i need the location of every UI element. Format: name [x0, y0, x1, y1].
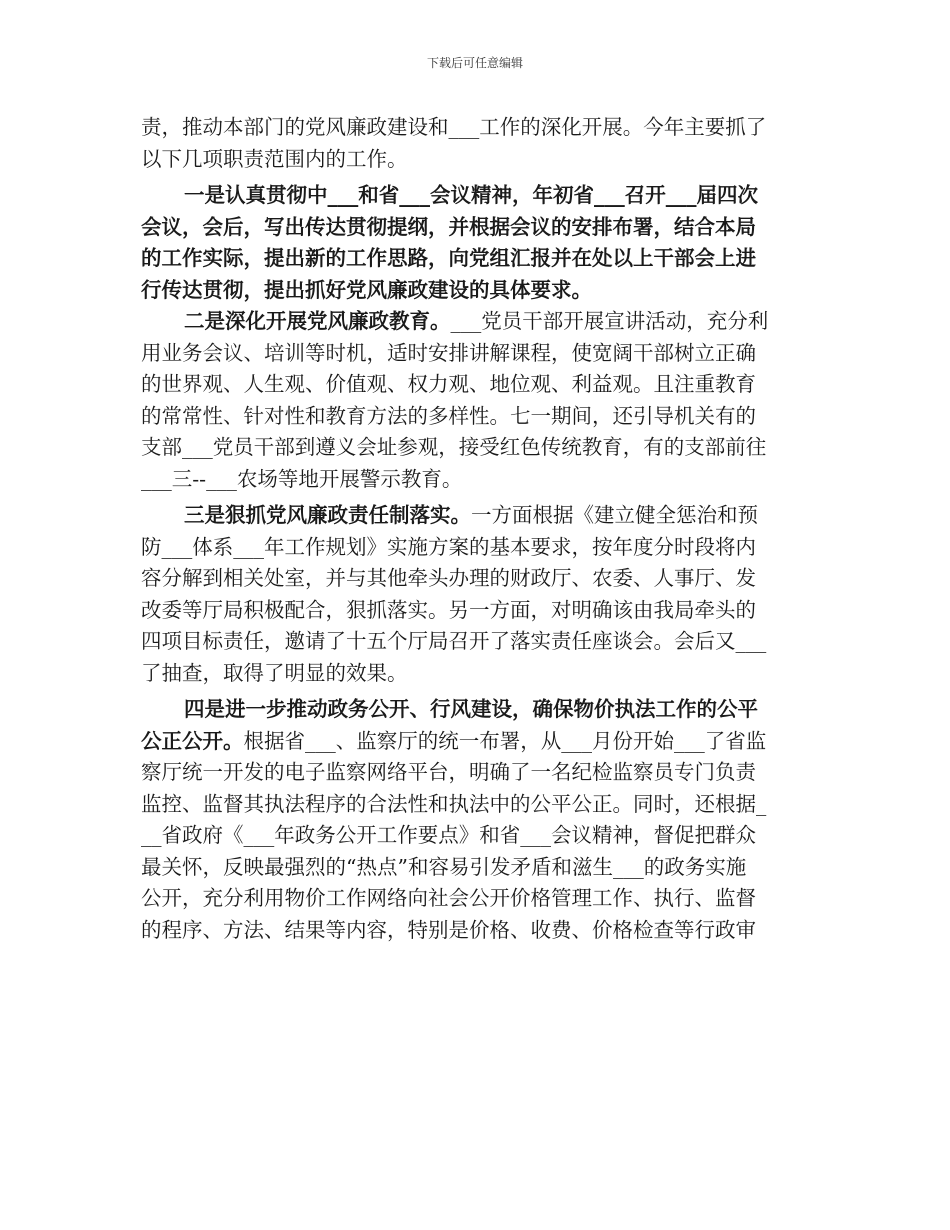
text-line: 责，推动本部门的党风廉政建设和___工作的深化开展。今年主要抓了 [141, 115, 767, 139]
document-body [141, 112, 811, 946]
paragraph-heading: 四是进一步推动政务公开、行风建设，确保物价执法工作的公平 [184, 697, 758, 721]
text-line: 一是认真贯彻中___和省___会议精神，年初省___召开___届四次 [184, 183, 758, 207]
page-header: 下载后可任意编辑 [426, 56, 523, 70]
paragraph-heading: 三是狠抓党风廉政责任制落实。 [184, 503, 471, 527]
text-line [141, 306, 811, 338]
text-run: ___党员干部开展宣讲活动，充分利 [450, 309, 769, 333]
text-line [141, 500, 811, 532]
text-line: 监控、监督其执法程序的合法性和执法中的公平公正。同时，还根据_ [141, 791, 767, 816]
text-line: 的常常性、针对性和教育方法的多样性。七一期间，还引导机关有的 [141, 403, 756, 428]
text-line: 的工作实际，提出新的工作思路，向党组汇报并在处以上干部会上进 [141, 246, 756, 270]
text-line: 改委等厅局积极配合，狠抓落实。另一方面，对明确该由我局牵头的 [141, 597, 756, 622]
text-line: 防___体系___年工作规划》实施方案的基本要求，按年度分时段将内 [141, 534, 756, 559]
paragraph-three [141, 500, 811, 689]
text-line: 支部___党员干部到遵义会址参观，接受红色传统教育，有的支部前往 [141, 435, 767, 459]
text-line: ___三--___农场等地开展警示教育。 [141, 466, 463, 491]
text-line: 的程序、方法、结果等内容，特别是价格、收费、价格检查等行政审 [141, 917, 756, 942]
text-line: 会议，会后，写出传达贯彻提纲，并根据会议的安排布署，结合本局 [141, 214, 756, 239]
text-line: 四项目标责任，邀请了十五个厅局召开了落实责任座谈会。会后又___ [141, 629, 767, 653]
text-run: 根据省___、监察厅的统一布署，从___月份开始___了省监 [243, 728, 767, 753]
paragraph-heading: 公正公开。 [141, 728, 244, 753]
text-line: 以下几项职责范围内的工作。 [141, 146, 408, 171]
text-line: 最关怀，反映最强烈的“热点”和容易引发矛盾和滋生___的政务实施 [141, 854, 747, 879]
paragraph-one [141, 180, 811, 306]
text-line: 行传达贯彻，提出抓好党风廉政建设的具体要求。 [141, 277, 592, 302]
text-line: 容分解到相关处室，并与其他牵头办理的财政厅、农委、人事厅、发 [141, 566, 756, 590]
paragraph-two [141, 306, 811, 495]
text-line: __省政府《___年政务公开工作要点》和省___会议精神，督促把群众 [141, 823, 756, 847]
text-line: 察厅统一开发的电子监察网络平台，明确了一名纪检监察员专门负责 [141, 760, 756, 784]
paragraph-four [141, 694, 811, 946]
paragraph-heading: 二是深化开展党风廉政教育。 [184, 309, 451, 333]
text-run: 一方面根据《建立健全惩治和预 [471, 503, 758, 527]
text-line: 了抽查，取得了明显的效果。 [141, 660, 408, 685]
text-line: 用业务会议、培训等时机，适时安排讲解课程，使宽阔干部树立正确 [141, 340, 756, 365]
text-line: 公开，充分利用物价工作网络向社会公开价格管理工作、执行、监督 [141, 886, 756, 910]
text-line [141, 726, 811, 758]
paragraph-continuation [141, 112, 811, 175]
text-line: 的世界观、人生观、价值观、权力观、地位观、利益观。且注重教育 [141, 372, 756, 396]
